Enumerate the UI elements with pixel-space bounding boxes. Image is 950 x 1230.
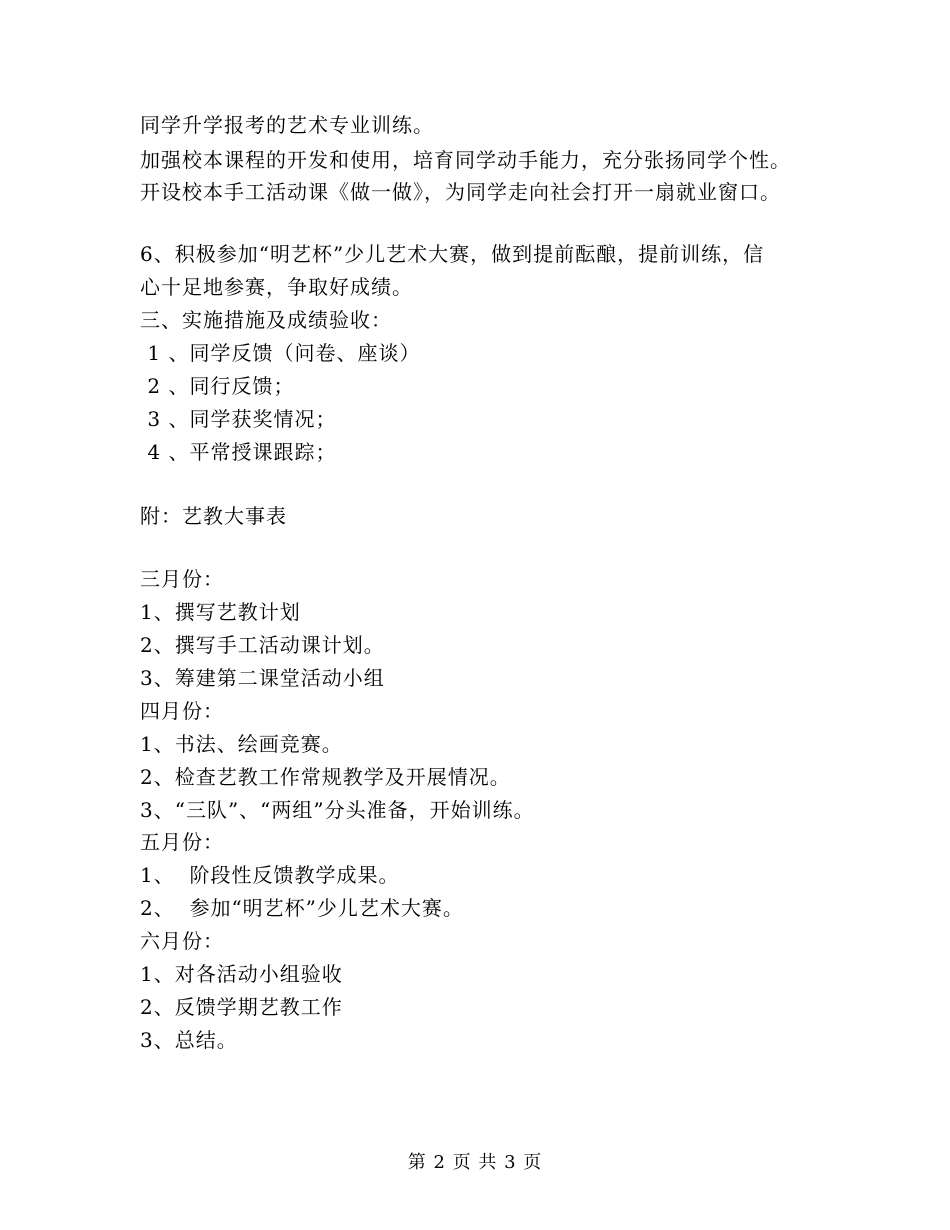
list-item: 1、书法、绘画竞赛。	[140, 732, 343, 756]
text-line: 6、积极参加“明艺杯”少儿艺术大赛，做到提前酝酿，提前训练，信	[140, 242, 765, 266]
list-item: 3、总结。	[140, 1028, 238, 1052]
month-heading: 四月份：	[140, 699, 224, 723]
text-line: 开设校本手工活动课《做一做》，为同学走向社会打开一扇就业窗口。	[140, 180, 781, 204]
list-item: 2 、同行反馈；	[140, 374, 295, 398]
month-heading: 五月份：	[140, 830, 224, 854]
list-item: 2、反馈学期艺教工作	[140, 995, 343, 1019]
list-item: 2、 参加“明艺杯”少儿艺术大赛。	[140, 896, 464, 920]
list-item: 1、撰写艺教计划	[140, 600, 301, 624]
section-heading: 三、实施措施及成绩验收：	[140, 308, 392, 332]
text-line: 心十足地参赛，争取好成绩。	[140, 275, 413, 299]
month-heading: 三月份：	[140, 567, 224, 591]
list-item: 3、筹建第二课堂活动小组	[140, 666, 385, 690]
appendix-heading: 附：艺教大事表	[140, 504, 287, 528]
list-item: 4 、平常授课跟踪；	[140, 440, 337, 464]
list-item: 1 、同学反馈（问卷、座谈）	[140, 341, 421, 365]
list-item: 1、 阶段性反馈教学成果。	[140, 863, 400, 887]
month-heading: 六月份：	[140, 929, 224, 953]
list-item: 2、检查艺教工作常规教学及开展情况。	[140, 765, 511, 789]
list-item: 3 、同学获奖情况；	[140, 407, 337, 431]
list-item: 2、撰写手工活动课计划。	[140, 633, 385, 657]
page-number: 第 2 页 共 3 页	[407, 1152, 543, 1173]
list-item: 1、对各活动小组验收	[140, 962, 343, 986]
list-item: 3、“三队”、“两组”分头准备，开始训练。	[140, 798, 535, 822]
text-line: 同学升学报考的艺术专业训练。	[140, 113, 434, 137]
text-line: 加强校本课程的开发和使用，培育同学动手能力，充分张扬同学个性。	[140, 148, 791, 172]
